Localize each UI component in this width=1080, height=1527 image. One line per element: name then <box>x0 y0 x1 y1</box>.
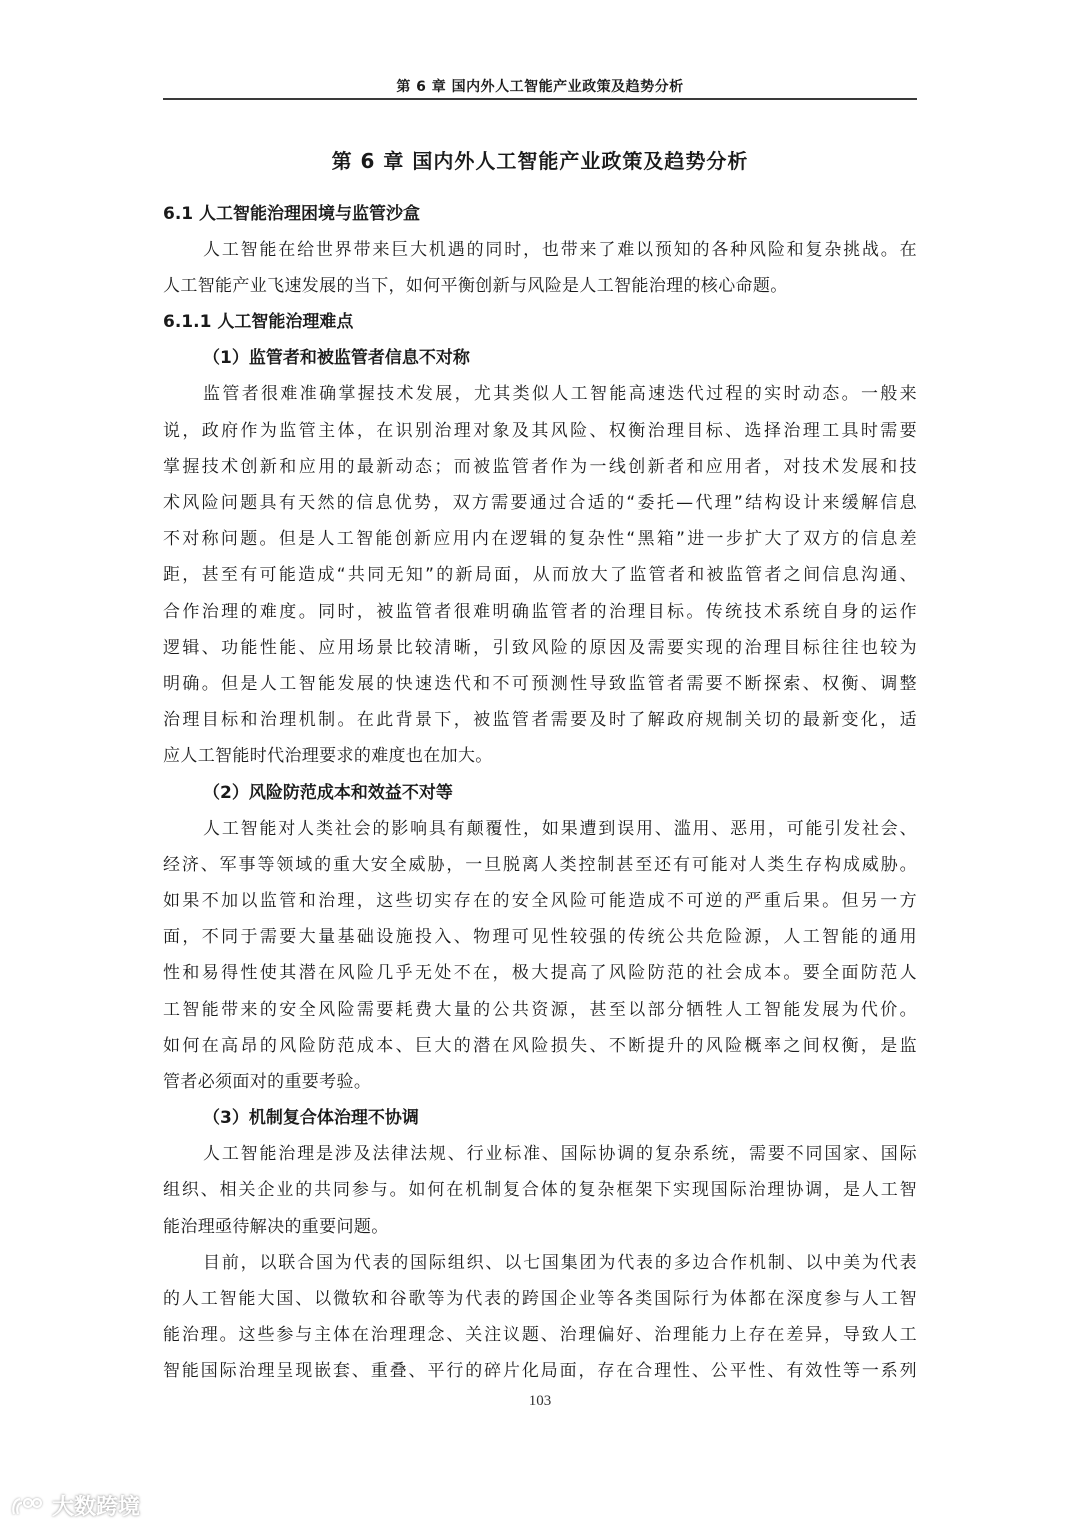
text-line: 术风险问题具有天然的信息优势，双方需要通过合适的“委托—代理”结构设计来缓解信息 <box>163 493 917 514</box>
text-line: 能治理亟待解决的重要问题。 <box>163 1216 389 1237</box>
paragraph-item-1 <box>163 376 917 774</box>
section-heading-6-1: 6.1 人工智能治理困境与监管沙盒 <box>163 204 421 224</box>
subheading-item-2: （2）风险防范成本和效益不对等 <box>203 782 453 803</box>
text-line: 监管者很难准确掌握技术发展，尤其类似人工智能高速迭代过程的实时动态。一般来 <box>203 384 917 405</box>
cloud-logo-icon <box>10 1494 46 1518</box>
watermark-text: 大数跨境 <box>52 1495 141 1520</box>
text-line: 说，政府作为监管主体，在识别治理对象及其风险、权衡治理目标、选择治理工具时需要 <box>163 420 917 441</box>
header-divider <box>163 98 917 100</box>
text-line: 距，甚至有可能造成“共同无知”的新局面，从而放大了监管者和被监管者之间信息沟通、 <box>163 565 917 586</box>
chapter-title: 第 6 章 国内外人工智能产业政策及趋势分析 <box>331 149 749 173</box>
text-line: 面，不同于需要大量基础设施投入、物理可见性较强的传统公共危险源，人工智能的通用 <box>163 927 917 948</box>
section-heading-6-1-1: 6.1.1 人工智能治理难点 <box>163 312 354 333</box>
page-content <box>163 196 917 1390</box>
running-header: 第 6 章 国内外人工智能产业政策及趋势分析 <box>396 79 684 95</box>
subheading-item-3: （3）机制复合体治理不协调 <box>203 1108 419 1129</box>
paragraph-item-3a <box>163 1136 917 1245</box>
text-line: 掌握技术创新和应用的最新动态；而被监管者作为一线创新者和应用者，对技术发展和技 <box>163 456 917 477</box>
paragraph-intro <box>163 232 917 304</box>
text-line: 智能国际治理呈现嵌套、重叠、平行的碎片化局面，存在合理性、公平性、有效性等一系列 <box>163 1361 917 1382</box>
subheading-item-1: （1）监管者和被监管者信息不对称 <box>203 348 470 369</box>
text-line: 人工智能产业飞速发展的当下，如何平衡创新与风险是人工智能治理的核心命题。 <box>163 276 788 297</box>
text-line: 管者必须面对的重要考验。 <box>163 1072 372 1093</box>
text-line: 目前，以联合国为代表的国际组织、以七国集团为代表的多边合作机制、以中美为代表 <box>203 1252 917 1273</box>
text-line: 人工智能在给世界带来巨大机遇的同时，也带来了难以预知的各种风险和复杂挑战。在 <box>203 240 917 260</box>
text-line: 经济、军事等领域的重大安全威胁，一旦脱离人类控制甚至还有可能对人类生存构成威胁。 <box>163 854 917 875</box>
text-line: 合作治理的难度。同时，被监管者很难明确监管者的治理目标。传统技术系统自身的运作 <box>163 601 917 622</box>
text-line: 逻辑、功能性能、应用场景比较清晰，引致风险的原因及需要实现的治理目标往往也较为 <box>163 637 917 658</box>
text-line: 治理目标和治理机制。在此背景下，被监管者需要及时了解政府规制关切的最新变化，适 <box>163 710 917 731</box>
paragraph-item-2 <box>163 811 917 1101</box>
text-line: 人工智能对人类社会的影响具有颠覆性，如果遭到误用、滥用、恶用，可能引发社会、 <box>203 818 917 839</box>
text-line: 工智能带来的安全风险需要耗费大量的公共资源，甚至以部分牺牲人工智能发展为代价。 <box>163 999 917 1020</box>
text-line: 如何在高昂的风险防范成本、巨大的潜在风险损失、不断提升的风险概率之间权衡，是监 <box>163 1035 917 1056</box>
page-number: 103 <box>528 1393 552 1409</box>
text-line: 应人工智能时代治理要求的难度也在加大。 <box>163 746 493 767</box>
watermark <box>10 1490 140 1521</box>
text-line: 能治理。这些参与主体在治理理念、关注议题、治理偏好、治理能力上存在差异，导致人工 <box>163 1325 917 1346</box>
text-line: 组织、相关企业的共同参与。如何在机制复合体的复杂框架下实现国际治理协调，是人工智 <box>163 1180 917 1201</box>
text-line: 性和易得性使其潜在风险几乎无处不在，极大提高了风险防范的社会成本。要全面防范人 <box>163 963 917 984</box>
text-line: 的人工智能大国、以微软和谷歌等为代表的跨国企业等各类国际行为体都在深度参与人工智 <box>163 1289 917 1310</box>
text-line: 如果不加以监管和治理，这些切实存在的安全风险可能造成不可逆的严重后果。但另一方 <box>163 891 917 912</box>
text-line: 人工智能治理是涉及法律法规、行业标准、国际协调的复杂系统，需要不同国家、国际 <box>203 1144 917 1165</box>
paragraph-item-3b <box>163 1245 917 1390</box>
text-line: 不对称问题。但是人工智能创新应用内在逻辑的复杂性“黑箱”进一步扩大了双方的信息差 <box>163 529 917 550</box>
text-line: 明确。但是人工智能发展的快速迭代和不可预测性导致监管者需要不断探索、权衡、调整 <box>163 674 917 695</box>
